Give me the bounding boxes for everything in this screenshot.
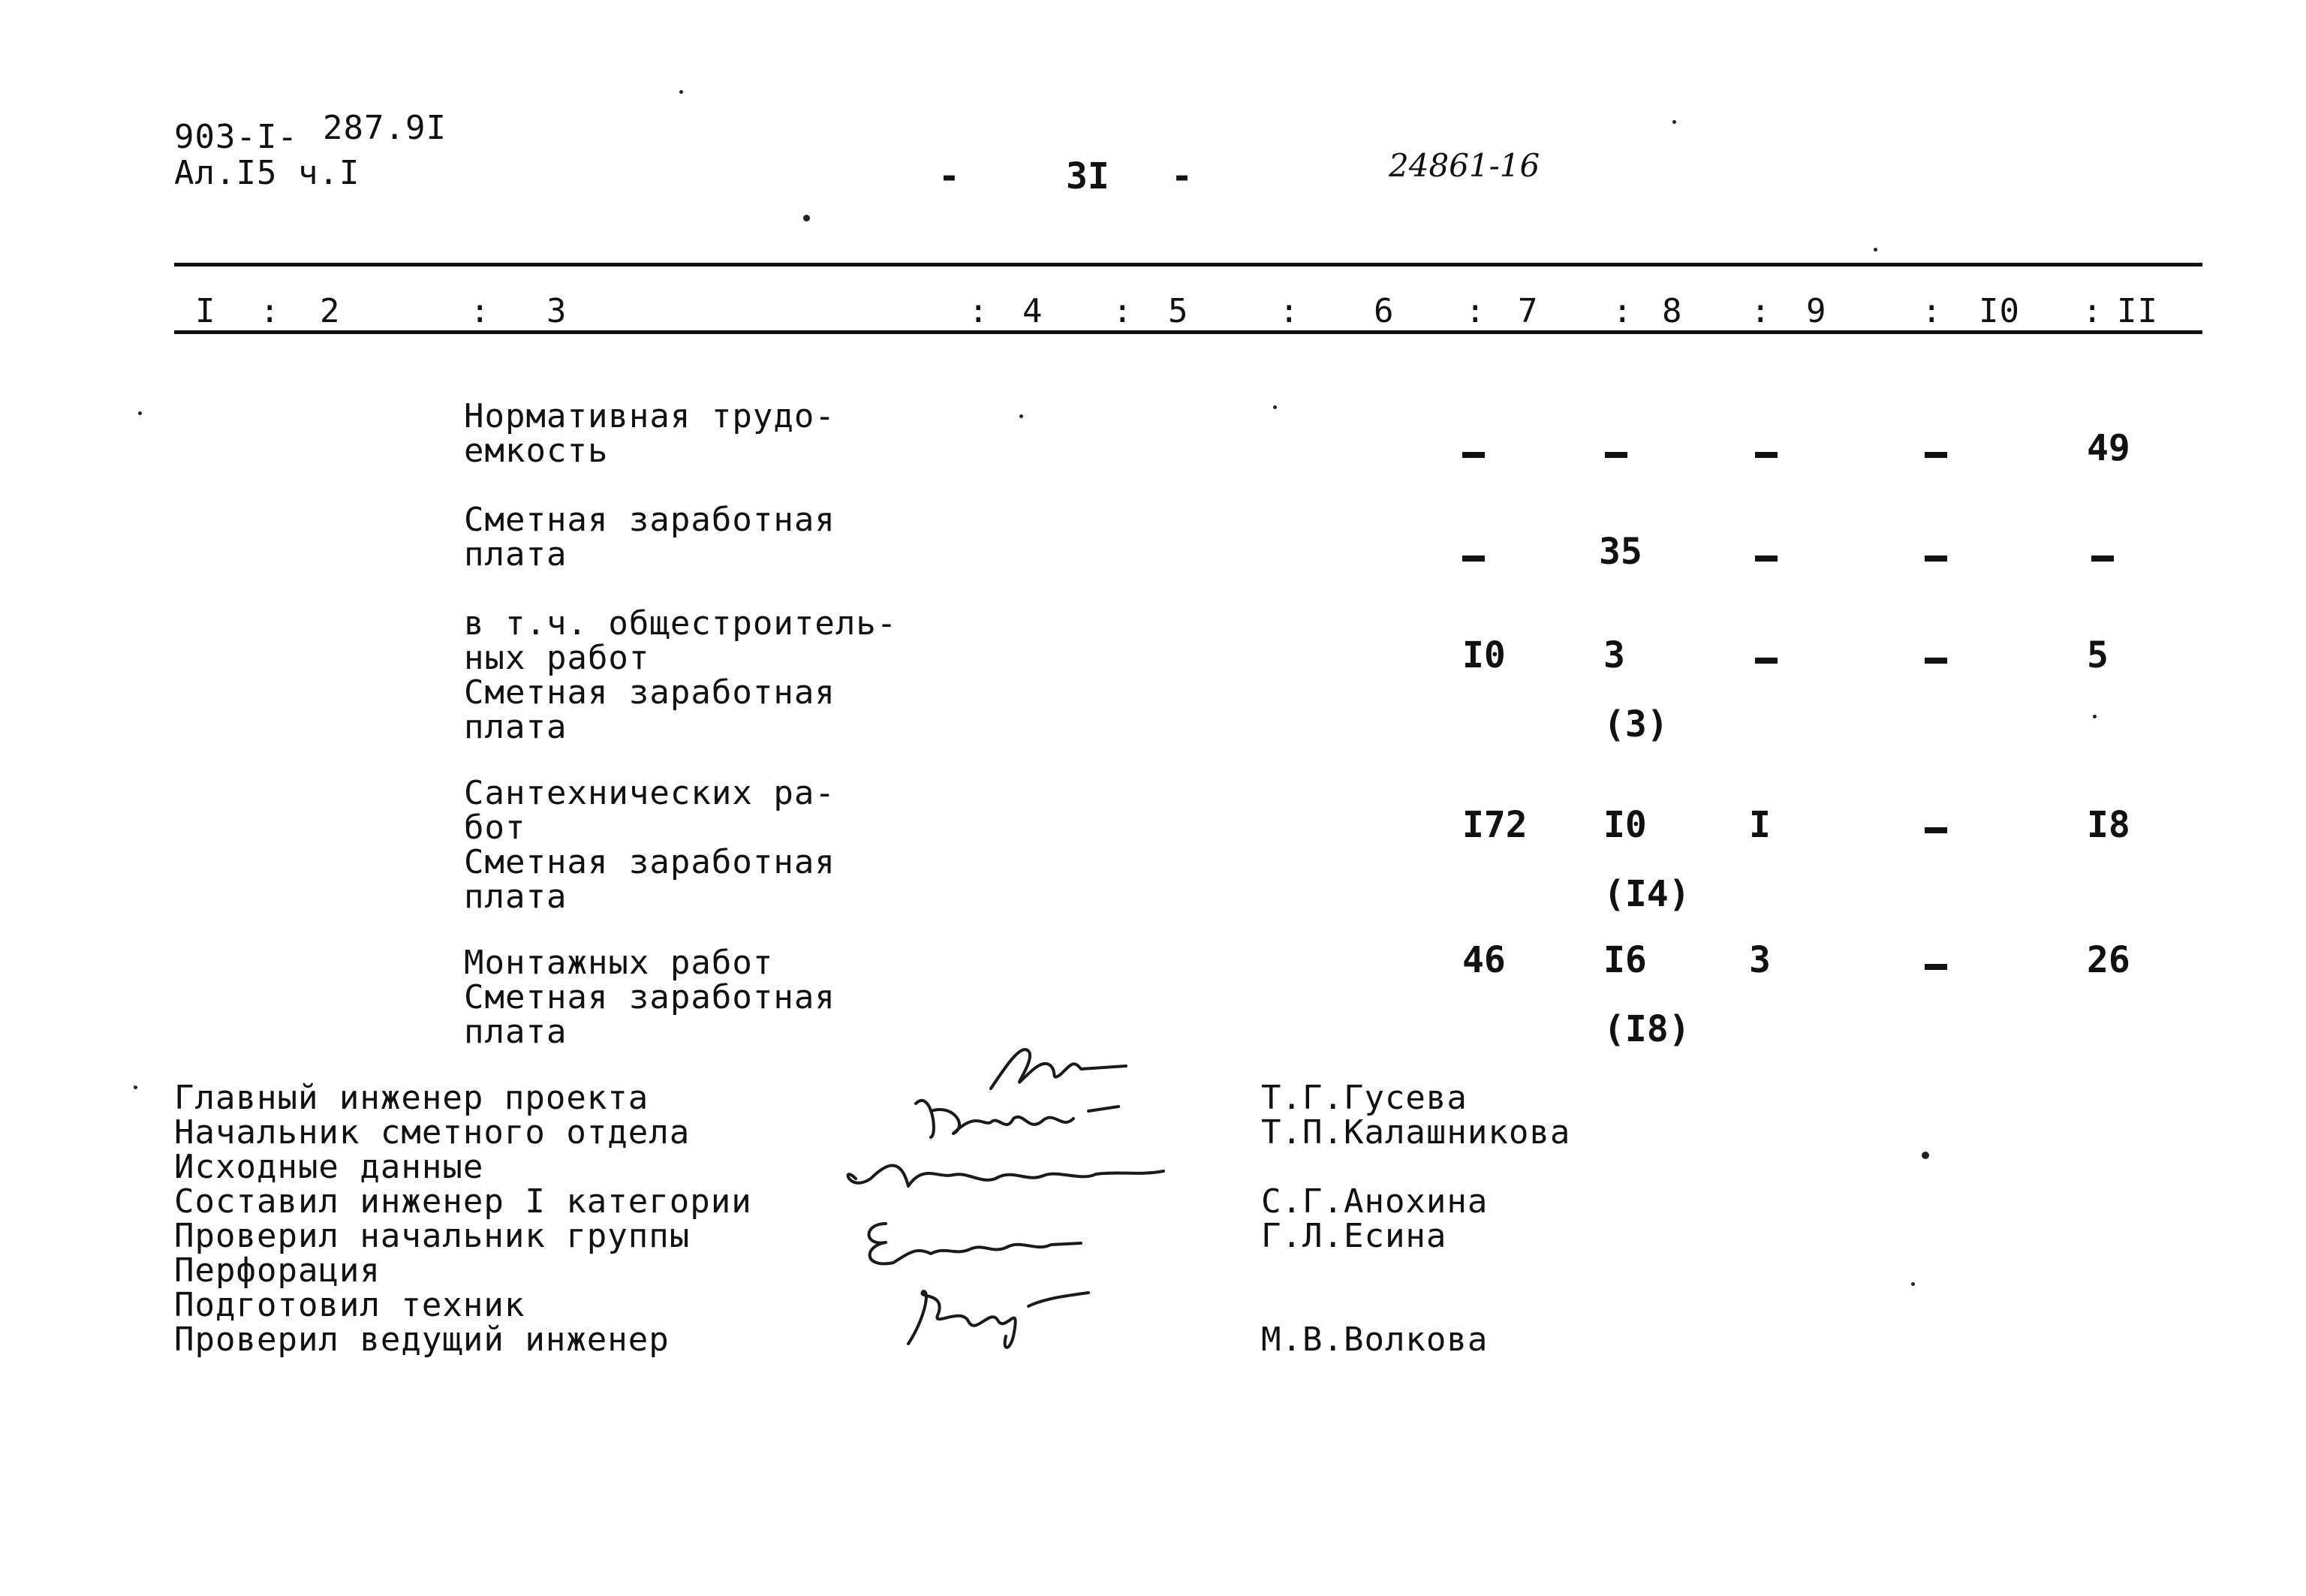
cell-col9: I [1749, 804, 1771, 846]
cell-dash-col7 [1462, 556, 1485, 562]
column-separator: : [260, 292, 281, 330]
cell-dash-col10 [1925, 827, 1947, 833]
row-label-line: ных работ [464, 639, 650, 677]
cell-col11: 5 [2087, 634, 2109, 676]
scan-speck [1019, 414, 1023, 418]
page-dash-right: - [1171, 155, 1193, 197]
signatory-name: М.В.Волкова [1261, 1320, 1489, 1359]
signature-esina [856, 1209, 1096, 1269]
row-label-line: Сметная заработная [464, 501, 835, 539]
scan-speck [1672, 120, 1676, 124]
signature-role: Исходные данные [174, 1148, 484, 1186]
scan-speck [134, 1086, 137, 1089]
cell-col7: 46 [1462, 939, 1506, 981]
signature-role: Проверил ведущий инженер [174, 1320, 670, 1359]
page-dash-left: - [938, 155, 960, 197]
cell-col8-subvalue: (3) [1603, 703, 1669, 745]
cell-dash-col10 [1925, 556, 1947, 562]
cell-col8: I6 [1603, 939, 1647, 981]
column-separator: : [968, 292, 989, 330]
scan-speck [2093, 715, 2097, 718]
column-separator: : [1922, 292, 1943, 330]
column-number-10: I0 [1979, 292, 2020, 330]
row-label-line: плата [464, 708, 567, 746]
signatory-name: С.Г.Анохина [1261, 1182, 1489, 1221]
row-label-line: в т.ч. общестроитель- [464, 604, 898, 643]
row-label-line: плата [464, 1013, 567, 1051]
column-separator: : [1751, 292, 1772, 330]
cell-col9: 3 [1749, 939, 1771, 981]
column-number-1: I [195, 292, 216, 330]
signature-volkova [893, 1276, 1103, 1359]
signatory-name: Г.Л.Есина [1261, 1217, 1447, 1255]
column-number-6: 6 [1374, 292, 1395, 330]
scan-speck [1273, 405, 1277, 409]
cell-col8: I0 [1603, 804, 1647, 846]
signature-role: Составил инженер I категории [174, 1182, 752, 1221]
cell-dash-col10 [1925, 452, 1947, 458]
column-separator: : [2082, 292, 2103, 330]
column-number-3: 3 [546, 292, 567, 330]
cell-dash-col9 [1755, 658, 1778, 664]
row-label-line: Монтажных работ [464, 944, 774, 982]
table-header-rule [174, 330, 2202, 334]
cell-col11: 49 [2087, 427, 2130, 469]
cell-col8: 35 [1599, 531, 1642, 573]
column-number-11: II [2117, 292, 2158, 330]
row-label-line: Сметная заработная [464, 978, 835, 1016]
scan-speck [803, 215, 810, 221]
row-label-line: плата [464, 535, 567, 574]
scan-speck [1922, 1152, 1929, 1159]
column-number-4: 4 [1022, 292, 1043, 330]
handwritten-reference: 24861-16 [1389, 147, 1540, 184]
signatory-name: Т.Г.Гусева [1261, 1079, 1468, 1117]
cell-col7: I0 [1462, 634, 1506, 676]
row-label-line: Сметная заработная [464, 843, 835, 881]
column-number-5: 5 [1168, 292, 1189, 330]
row-label-line: бот [464, 809, 526, 847]
column-separator: : [1279, 292, 1300, 330]
cell-col7: I72 [1462, 804, 1528, 846]
cell-dash-col8 [1605, 452, 1627, 458]
row-label-line: Сметная заработная [464, 673, 835, 712]
column-number-9: 9 [1806, 292, 1827, 330]
document-number: 287.9I [323, 109, 447, 147]
row-label-line: плата [464, 878, 567, 916]
column-number-7: 7 [1518, 292, 1539, 330]
column-separator: : [1112, 292, 1133, 330]
signature-role: Главный инженер проекта [174, 1079, 649, 1117]
column-number-2: 2 [320, 292, 341, 330]
signatory-name: Т.П.Калашникова [1261, 1113, 1571, 1152]
cell-dash-col9 [1755, 452, 1778, 458]
column-separator: : [1465, 292, 1486, 330]
cell-col8-subvalue: (I4) [1603, 873, 1690, 915]
cell-col11: 26 [2087, 939, 2130, 981]
table-top-rule [174, 263, 2202, 267]
cell-dash-col7 [1462, 452, 1485, 458]
signature-kalashnikova [901, 1081, 1141, 1149]
column-number-8: 8 [1662, 292, 1683, 330]
cell-col8-subvalue: (I8) [1603, 1008, 1690, 1050]
signature-role: Подготовил техник [174, 1286, 525, 1324]
cell-dash-col9 [1755, 556, 1778, 562]
signature-role: Проверил начальник группы [174, 1217, 691, 1255]
scan-speck [1911, 1282, 1915, 1286]
cell-col11: I8 [2087, 804, 2130, 846]
document-code: 903-I- [174, 118, 298, 156]
cell-dash-col10 [1925, 658, 1947, 664]
row-label-line: Нормативная трудо- [464, 397, 835, 435]
signature-role: Начальник сметного отдела [174, 1113, 691, 1152]
column-separator: : [470, 292, 491, 330]
scan-speck [1874, 248, 1877, 251]
cell-dash-col10 [1925, 964, 1947, 970]
scan-speck [138, 411, 142, 415]
row-label-line: емкость [464, 432, 609, 470]
cell-dash-col11 [2091, 556, 2114, 562]
scan-speck [679, 90, 683, 94]
signature-role: Перфорация [174, 1251, 381, 1290]
signature-anokhina [833, 1149, 1171, 1201]
cell-col8: 3 [1603, 634, 1625, 676]
page-number: 3I [1066, 155, 1109, 197]
column-separator: : [1612, 292, 1633, 330]
album-part: Ал.I5 ч.I [174, 154, 360, 192]
row-label-line: Сантехнических ра- [464, 774, 835, 812]
